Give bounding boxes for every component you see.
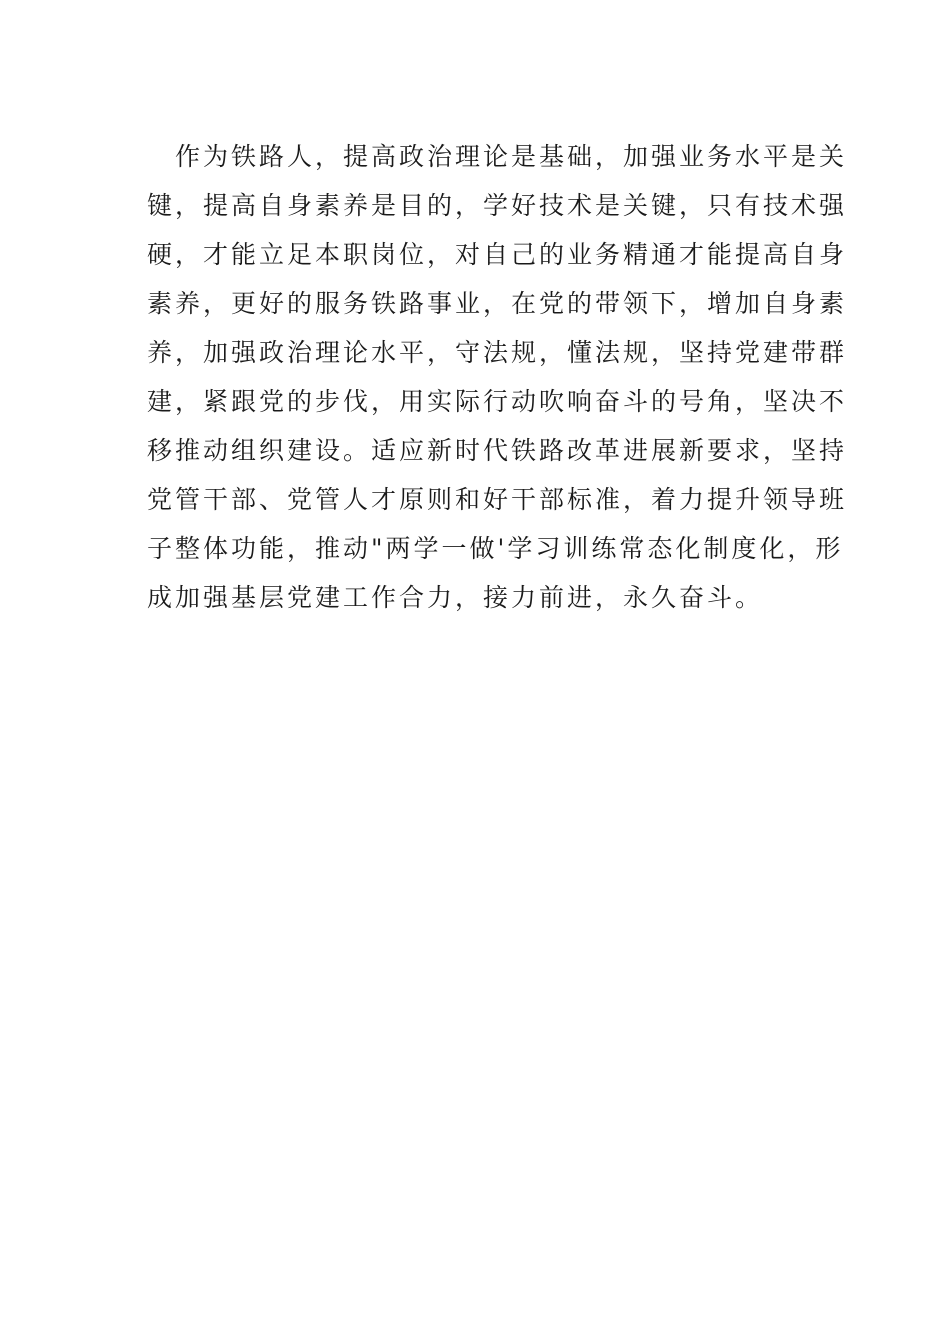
paragraph-line: 成加强基层党建工作合力，接力前进，永久奋斗。 [147,583,764,612]
paragraph-line: 作为铁路人，提高政治理论是基础，加强业务水平是关 [175,142,848,171]
paragraph-line: 素养，更好的服务铁路事业，在党的带领下，增加自身素 [147,289,848,318]
paragraph-line: 移推动组织建设。适应新时代铁路改革进展新要求，坚持 [147,436,848,465]
paragraph-line: 养，加强政治理论水平，守法规，懂法规，坚持党建带群 [147,338,848,367]
paragraph-line: 键，提高自身素养是目的，学好技术是关键，只有技术强 [147,191,848,220]
paragraph-line: 党管干部、党管人才原则和好干部标准，着力提升领导班 [147,485,848,514]
body-paragraph [147,132,848,622]
paragraph-line: 子整体功能，推动"两学一做'学习训练常态化制度化，形 [147,534,844,563]
paragraph-line: 硬，才能立足本职岗位，对自己的业务精通才能提高自身 [147,240,848,269]
paragraph-line: 建，紧跟党的步伐，用实际行动吹响奋斗的号角，坚决不 [147,387,848,416]
